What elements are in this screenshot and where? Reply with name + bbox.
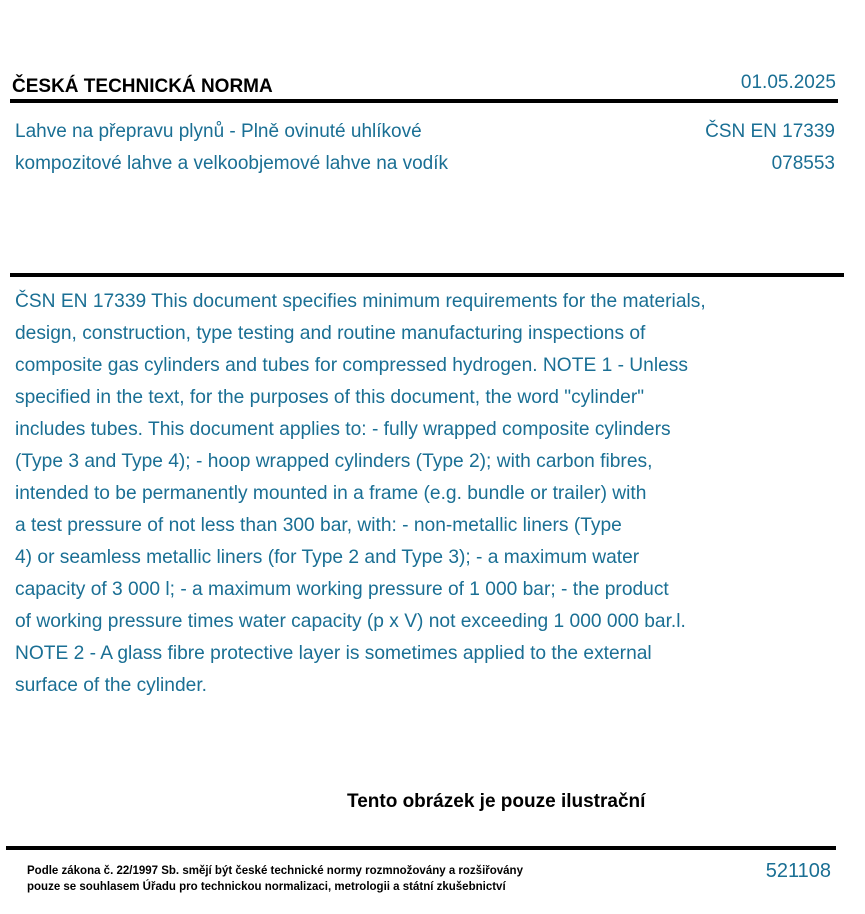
abstract-text: ČSN EN 17339 This document specifies minimum requirements for the materials, design, construction, type testing and routine manufacturing inspections of composite gas cylinders and tubes for compressed hydrogen. NOTE 1 - Unless specified in the text, for the purposes of this document, the word "cylinder" includes tubes. This document applies to: - fully wrapped composite cylinders (Type 3 and Type 4); - hoop wrapped cylinders (Type 2); with carbon fibres, intended to be permanently mounted in a frame (e.g. bundle or trailer) with a test pressure of not less than 300 bar, with: - non-metallic liners (Type 4) or seamless metallic liners (for Type 2 and Type 3); - a maximum water capacity of 3 000 l; - a maximum working pressure of 1 000 bar; - the product of working pressure times water capacity (p x V) not exceeding 1 000 000 bar.l. NOTE 2 - A glass fibre protective layer is sometimes applied to the external surface of the cylinder. (15, 291, 706, 696)
document-number: 521108 (765, 860, 831, 882)
document-heading: ČESKÁ TECHNICKÁ NORMA (12, 76, 273, 97)
publication-date: 01.05.2025 (740, 72, 836, 93)
bottom-divider (6, 846, 836, 850)
standard-code: ČSN EN 17339 (705, 121, 835, 142)
illustration-notice: Tento obrázek je pouze ilustrační (347, 791, 646, 812)
standard-title-line-2: kompozitové lahve a velkoobjemové lahve na vodík (15, 153, 449, 174)
standard-title-line-1: Lahve na přepravu plynů - Plně ovinuté uhlíkové (15, 121, 422, 142)
classification-number: 078553 (771, 153, 835, 174)
standard-identifiers (705, 116, 835, 180)
top-divider (10, 99, 838, 103)
legal-notice: Podle zákona č. 22/1997 Sb. smějí být české technické normy rozmnožovány a rozšiřovány pouze se souhlasem Úřadu pro technickou normalizaci, metrologii a státní zkušebnictví (27, 865, 523, 893)
standard-title (15, 116, 635, 180)
middle-divider (10, 273, 844, 277)
